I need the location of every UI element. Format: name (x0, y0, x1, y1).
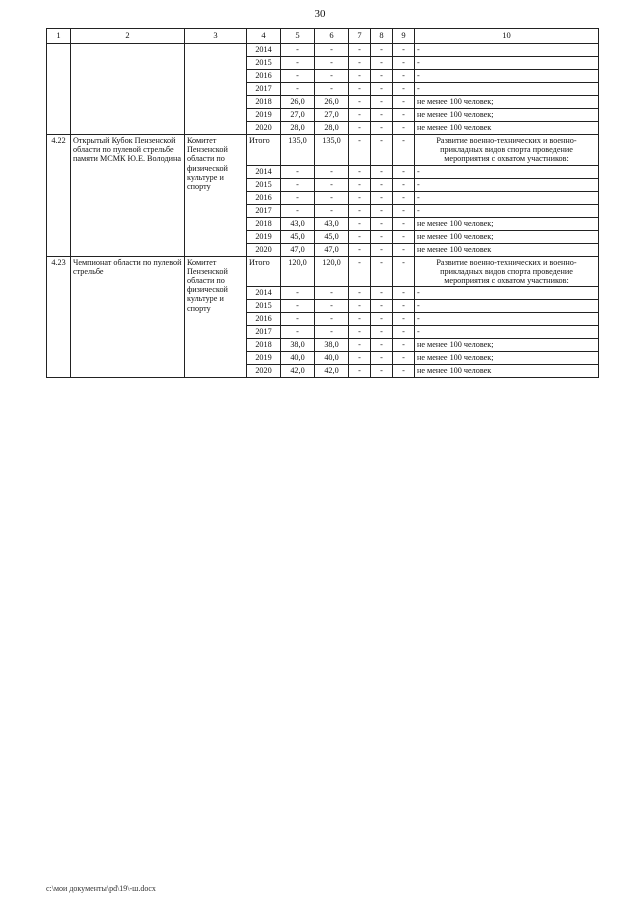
result-cell: - (415, 313, 599, 326)
event-name: Открытый Кубок Пензенской области по пулевой стрельбе памяти МСМК Ю.Е. Володина (71, 135, 185, 257)
value-cell: - (393, 191, 415, 204)
value-cell: - (315, 178, 349, 191)
value-cell: - (349, 57, 371, 70)
value-cell: - (371, 230, 393, 243)
event-name: Чемпионат области по пулевой стрельбе (71, 256, 185, 378)
year-cell: 2020 (247, 243, 281, 256)
value-cell: - (349, 217, 371, 230)
value-cell: - (349, 44, 371, 57)
value-cell: - (393, 339, 415, 352)
column-number: 6 (315, 29, 349, 44)
year-cell: 2016 (247, 313, 281, 326)
value-cell: - (315, 204, 349, 217)
value-cell: - (371, 256, 393, 287)
year-cell: 2015 (247, 300, 281, 313)
value-cell: - (371, 243, 393, 256)
value-cell: - (349, 365, 371, 378)
value-cell: - (281, 313, 315, 326)
value-cell: - (393, 178, 415, 191)
column-number: 1 (47, 29, 71, 44)
value-cell: - (281, 300, 315, 313)
value-cell: - (349, 287, 371, 300)
value-cell: - (393, 243, 415, 256)
result-cell: - (415, 300, 599, 313)
total-value: 135,0 (315, 135, 349, 166)
column-number: 4 (247, 29, 281, 44)
year-cell: 2014 (247, 165, 281, 178)
result-cell: - (415, 287, 599, 300)
value-cell: - (349, 326, 371, 339)
result-cell: не менее 100 человек (415, 122, 599, 135)
page-number: 30 (314, 8, 326, 20)
value-cell: - (371, 57, 393, 70)
value-cell: - (315, 57, 349, 70)
value-cell: - (371, 122, 393, 135)
value-cell: - (371, 83, 393, 96)
executor-cell-empty (185, 44, 247, 135)
value-cell: - (393, 57, 415, 70)
table-row (47, 135, 599, 166)
value-cell: 42,0 (281, 365, 315, 378)
value-cell: - (371, 178, 393, 191)
value-cell: - (349, 70, 371, 83)
value-cell: - (315, 326, 349, 339)
item-number: 4.22 (47, 135, 71, 257)
value-cell: - (281, 178, 315, 191)
value-cell: - (393, 204, 415, 217)
year-cell: 2019 (247, 352, 281, 365)
value-cell: - (349, 339, 371, 352)
value-cell: - (393, 365, 415, 378)
value-cell: - (371, 204, 393, 217)
value-cell: 28,0 (315, 122, 349, 135)
result-cell: не менее 100 человек (415, 243, 599, 256)
year-cell: 2014 (247, 44, 281, 57)
value-cell: - (393, 109, 415, 122)
value-cell: 45,0 (315, 230, 349, 243)
value-cell: - (371, 300, 393, 313)
value-cell: 45,0 (281, 230, 315, 243)
value-cell: - (349, 256, 371, 287)
value-cell: - (371, 339, 393, 352)
result-cell: не менее 100 человек; (415, 339, 599, 352)
value-cell: - (349, 96, 371, 109)
year-cell: 2018 (247, 96, 281, 109)
value-cell: - (393, 300, 415, 313)
column-number: 7 (349, 29, 371, 44)
value-cell: - (315, 191, 349, 204)
value-cell: 26,0 (281, 96, 315, 109)
value-cell: 38,0 (281, 339, 315, 352)
result-cell: - (415, 165, 599, 178)
value-cell: - (281, 326, 315, 339)
value-cell: - (371, 44, 393, 57)
value-cell: - (371, 165, 393, 178)
value-cell: 42,0 (315, 365, 349, 378)
value-cell: - (371, 326, 393, 339)
table-row (47, 256, 599, 287)
total-value: 120,0 (281, 256, 315, 287)
value-cell: - (281, 204, 315, 217)
value-cell: 38,0 (315, 339, 349, 352)
year-cell: 2015 (247, 57, 281, 70)
value-cell: - (349, 83, 371, 96)
executor-name: Комитет Пензенской области по физической культуре и спорту (185, 135, 247, 257)
value-cell: - (349, 243, 371, 256)
column-number-row (47, 29, 599, 44)
value-cell: - (371, 313, 393, 326)
year-cell: 2016 (247, 70, 281, 83)
result-cell: - (415, 70, 599, 83)
value-cell: - (281, 165, 315, 178)
table-body (47, 29, 599, 378)
value-cell: 27,0 (281, 109, 315, 122)
total-value: 120,0 (315, 256, 349, 287)
result-cell: не менее 100 человек; (415, 230, 599, 243)
column-number: 10 (415, 29, 599, 44)
value-cell: - (281, 83, 315, 96)
result-cell: - (415, 44, 599, 57)
value-cell: - (281, 70, 315, 83)
year-cell: 2015 (247, 178, 281, 191)
result-cell: не менее 100 человек; (415, 352, 599, 365)
total-label: Итого (247, 135, 281, 166)
value-cell: - (349, 178, 371, 191)
result-description: Развитие военно-технических и военно-прикладных видов спорта проведение мероприятия с охватом участников: (415, 256, 599, 287)
table-row (47, 44, 599, 57)
year-cell: 2020 (247, 122, 281, 135)
value-cell: - (371, 365, 393, 378)
result-cell: не менее 100 человек (415, 365, 599, 378)
year-cell: 2019 (247, 109, 281, 122)
value-cell: 47,0 (281, 243, 315, 256)
value-cell: - (393, 135, 415, 166)
value-cell: - (315, 313, 349, 326)
value-cell: - (281, 57, 315, 70)
executor-name: Комитет Пензенской области по физической культуре и спорту (185, 256, 247, 378)
value-cell: - (393, 230, 415, 243)
column-number: 8 (371, 29, 393, 44)
value-cell: 43,0 (281, 217, 315, 230)
footer-file-path: c:\мои документы\pd\19\-ш.docx (46, 884, 156, 893)
item-number: 4.23 (47, 256, 71, 378)
result-cell: - (415, 178, 599, 191)
column-number: 3 (185, 29, 247, 44)
value-cell: - (315, 287, 349, 300)
value-cell: - (393, 122, 415, 135)
value-cell: - (281, 287, 315, 300)
column-number: 9 (393, 29, 415, 44)
result-cell: не менее 100 человек; (415, 217, 599, 230)
value-cell: - (315, 165, 349, 178)
value-cell: - (393, 83, 415, 96)
value-cell: - (371, 135, 393, 166)
value-cell: - (315, 44, 349, 57)
year-cell: 2017 (247, 83, 281, 96)
column-number: 2 (71, 29, 185, 44)
value-cell: 47,0 (315, 243, 349, 256)
value-cell: 40,0 (315, 352, 349, 365)
name-cell-empty (71, 44, 185, 135)
value-cell: - (371, 217, 393, 230)
total-label: Итого (247, 256, 281, 287)
year-cell: 2016 (247, 191, 281, 204)
result-cell: не менее 100 человек; (415, 96, 599, 109)
result-description: Развитие военно-технических и военно-прикладных видов спорта проведение мероприятия с охватом участников: (415, 135, 599, 166)
result-cell: - (415, 204, 599, 217)
year-cell: 2019 (247, 230, 281, 243)
value-cell: - (315, 70, 349, 83)
value-cell: 27,0 (315, 109, 349, 122)
value-cell: - (393, 44, 415, 57)
value-cell: - (371, 70, 393, 83)
value-cell: - (393, 287, 415, 300)
value-cell: - (315, 83, 349, 96)
year-cell: 2014 (247, 287, 281, 300)
year-cell: 2017 (247, 326, 281, 339)
result-cell: - (415, 83, 599, 96)
value-cell: - (349, 135, 371, 166)
value-cell: 28,0 (281, 122, 315, 135)
value-cell: - (393, 256, 415, 287)
year-cell: 2017 (247, 204, 281, 217)
result-cell: - (415, 191, 599, 204)
value-cell: - (349, 191, 371, 204)
value-cell: - (371, 96, 393, 109)
value-cell: - (371, 287, 393, 300)
program-table (46, 28, 599, 378)
value-cell: - (349, 313, 371, 326)
value-cell: - (393, 217, 415, 230)
value-cell: - (393, 165, 415, 178)
result-cell: - (415, 326, 599, 339)
value-cell: 43,0 (315, 217, 349, 230)
year-cell: 2018 (247, 339, 281, 352)
year-cell: 2018 (247, 217, 281, 230)
value-cell: - (281, 44, 315, 57)
value-cell: - (349, 352, 371, 365)
result-cell: не менее 100 человек; (415, 109, 599, 122)
value-cell: - (349, 122, 371, 135)
result-cell: - (415, 57, 599, 70)
value-cell: - (371, 109, 393, 122)
value-cell: - (393, 352, 415, 365)
value-cell: - (349, 109, 371, 122)
value-cell: - (349, 204, 371, 217)
year-cell: 2020 (247, 365, 281, 378)
value-cell: - (315, 300, 349, 313)
value-cell: - (349, 230, 371, 243)
value-cell: - (371, 191, 393, 204)
value-cell: - (371, 352, 393, 365)
value-cell: 40,0 (281, 352, 315, 365)
value-cell: - (281, 191, 315, 204)
value-cell: - (393, 96, 415, 109)
value-cell: 26,0 (315, 96, 349, 109)
value-cell: - (393, 326, 415, 339)
column-number: 5 (281, 29, 315, 44)
value-cell: - (349, 300, 371, 313)
total-value: 135,0 (281, 135, 315, 166)
number-cell-empty (47, 44, 71, 135)
value-cell: - (393, 70, 415, 83)
value-cell: - (393, 313, 415, 326)
value-cell: - (349, 165, 371, 178)
